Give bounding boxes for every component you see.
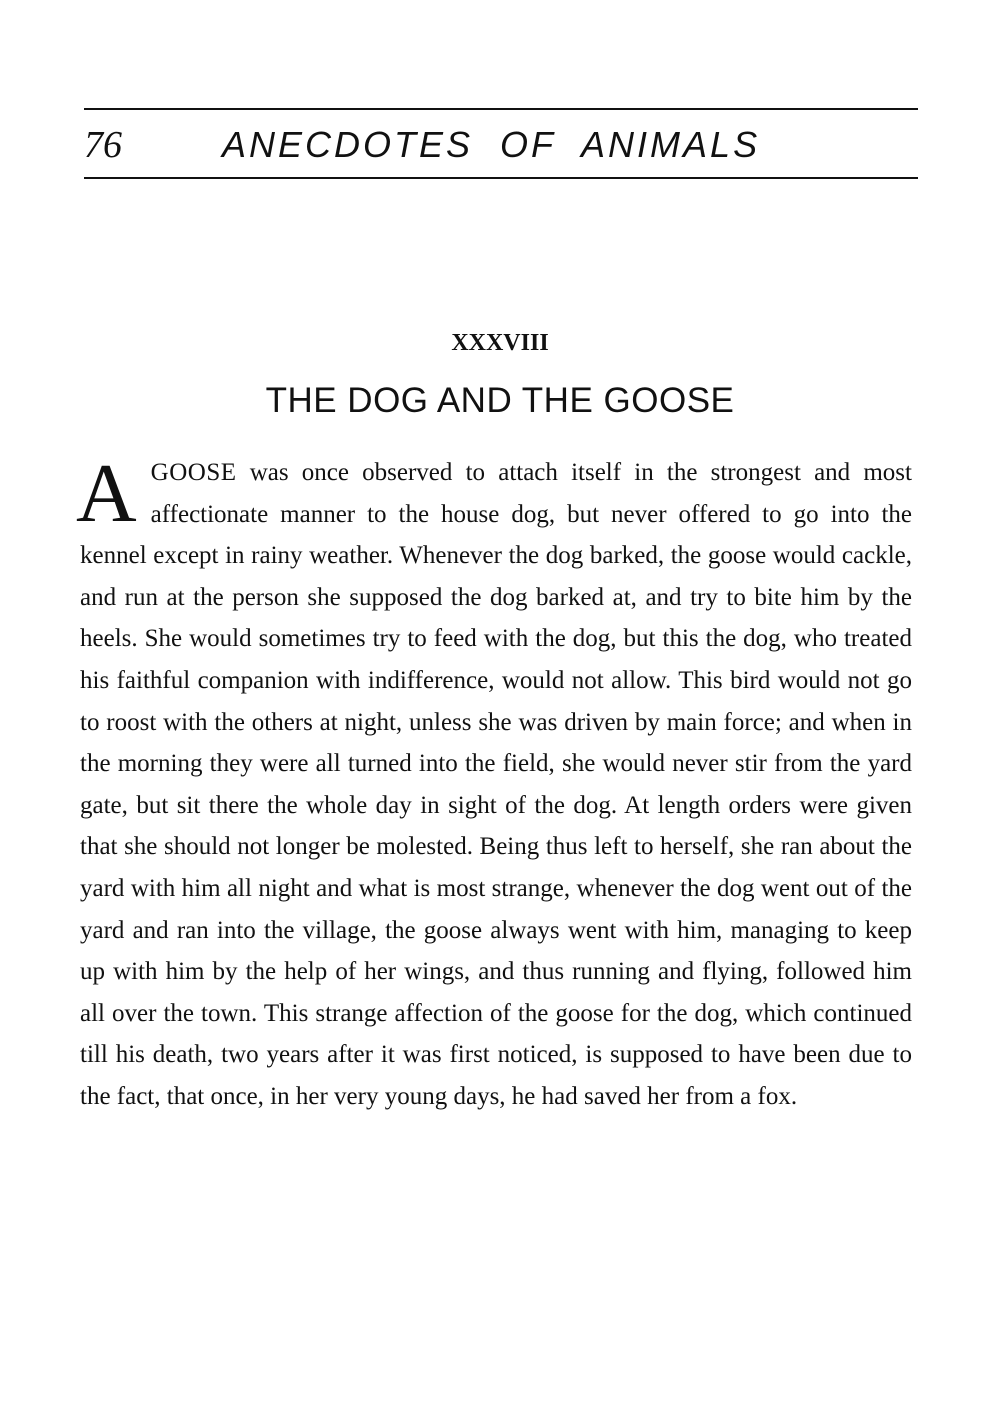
opening-word: GOOSE — [150, 459, 237, 486]
story-text: was once observed to attach itself in the strongest and most affectionate manner to the house dog, but never offered to go into the kennel except in rainy weather. Whenever the dog barked, the goose would cackle, and run at the person she supposed the dog barked at, and try to bite him by the heels. She would sometimes try to feed with the dog, but this the dog, who treated his faithful companion with indifference, would not allow. This bird would not go to roost with the others at night, unless she was driven by main force; and when in the morning they were all turned into the field, she would never stir from the yard gate, but sit there the whole day in sight of the dog. At length orders were given that she should not longer be molested. Being thus left to herself, she ran about the yard with him all night and what is most strange, whenever the dog went out of the yard and ran into the village, the goose always went with him, managing to keep up with him by the help of her wings, and thus running and flying, followed him all over the town. This strange affection of the goose for the dog, which continued till his death, two years after it was first noticed, is supposed to have been due to the fact, that once, in her very young days, he had saved her from a fox. — [80, 459, 912, 1110]
story-paragraph — [76, 447, 912, 1118]
header-top-rule — [84, 108, 918, 110]
running-head: ANECDOTES OF ANIMALS — [222, 124, 761, 165]
drop-cap: A — [76, 447, 137, 540]
chapter-number: XXXVIII — [451, 330, 549, 356]
header-bottom-rule — [84, 177, 918, 179]
chapter-title: THE DOG AND THE GOOSE — [265, 381, 735, 420]
page-number: 76 — [84, 124, 122, 166]
